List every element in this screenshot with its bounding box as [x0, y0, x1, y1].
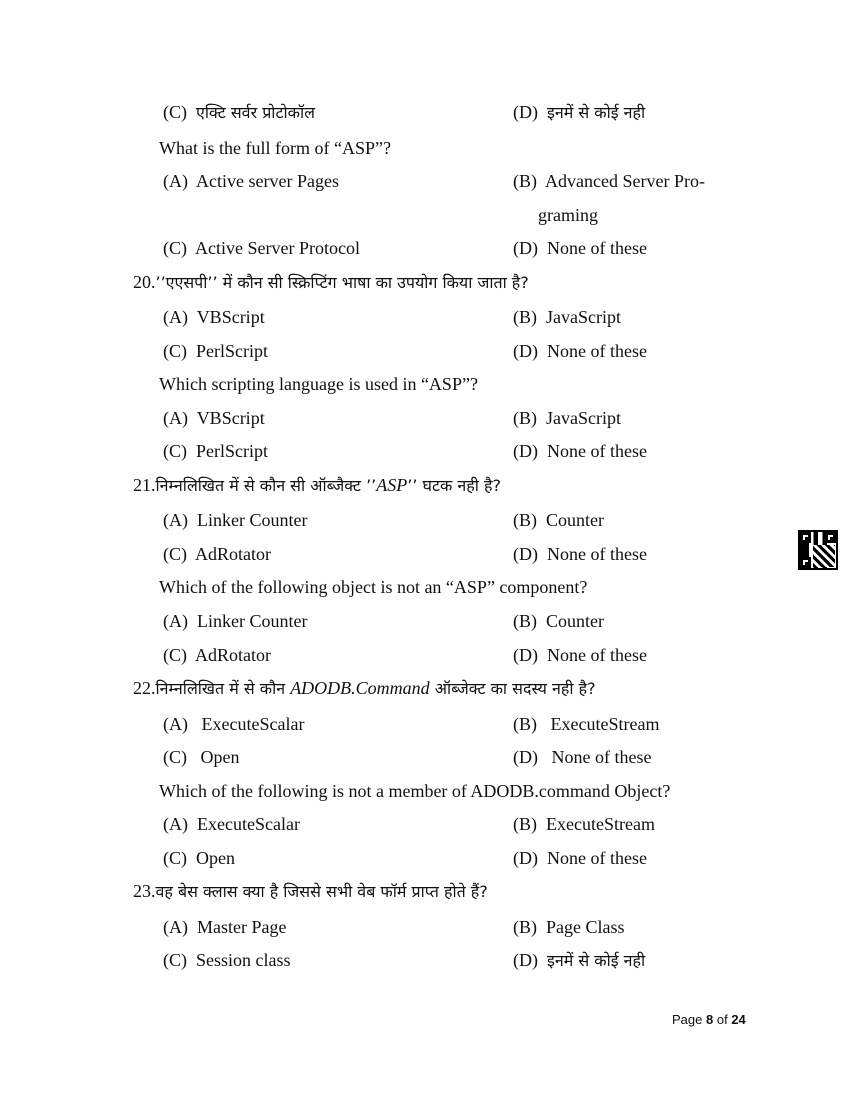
q22-en-options-cd — [0, 843, 850, 873]
option-label: (D) — [513, 238, 538, 258]
option-text: एक्टि सर्वर प्रोटोकॉल — [196, 103, 315, 122]
qr-finder — [825, 532, 836, 543]
question-math-term: ASP — [376, 475, 408, 495]
q21-hi-option-b — [513, 505, 604, 535]
option-text: ExecuteScalar — [197, 814, 300, 834]
q23-hi-options-ab — [0, 912, 850, 942]
option-label: (A) — [163, 510, 188, 530]
question-number-text: 21. — [133, 475, 156, 495]
q19-option-d-hindi — [513, 97, 645, 128]
option-label: (A) — [163, 171, 188, 191]
q19-option-a — [163, 166, 339, 196]
q22-hi-option-a — [163, 709, 304, 739]
option-label: (A) — [163, 917, 188, 937]
option-text: None of these — [547, 441, 647, 461]
option-text: Master Page — [197, 917, 287, 937]
question-number — [133, 876, 488, 907]
question-text: What is the full form of “ASP”? — [159, 138, 391, 158]
option-text: graming — [538, 205, 598, 225]
option-label: (A) — [163, 814, 188, 834]
option-label: (B) — [513, 171, 537, 191]
q22-hi-option-d — [513, 742, 651, 772]
option-text: None of these — [547, 848, 647, 868]
option-text: Advanced Server Pro- — [545, 171, 705, 191]
option-text: Linker Counter — [197, 611, 308, 631]
option-text: VBScript — [196, 408, 265, 428]
q22-en-option-c — [163, 843, 235, 873]
question-text-part: ’’ घटक नही है? — [407, 476, 502, 495]
option-text: Open — [200, 747, 240, 767]
q20-en-options-cd — [0, 436, 850, 466]
option-label: (B) — [513, 408, 537, 428]
q20-hi-option-d — [513, 336, 647, 366]
q19-english-question — [0, 133, 850, 163]
option-label: (D) — [513, 341, 538, 361]
option-label: (B) — [513, 510, 537, 530]
question-text-part: निम्नलिखित में से कौन — [155, 679, 291, 698]
q21-hi-option-c — [163, 539, 271, 569]
option-text: Counter — [546, 611, 604, 631]
option-text: इनमें से कोई नही — [547, 951, 646, 970]
q21-en-option-b — [513, 606, 604, 636]
option-label: (B) — [513, 814, 537, 834]
q20-en-option-a — [163, 403, 265, 433]
option-text: None of these — [547, 645, 647, 665]
question-text: Which of the following is not a member of ADODB.command Object? — [159, 781, 671, 801]
q21-hi-option-d — [513, 539, 647, 569]
option-text: VBScript — [196, 307, 265, 327]
q22-en-option-a — [163, 809, 300, 839]
q19-options-cd-hindi — [0, 97, 850, 127]
option-label: (B) — [513, 917, 537, 937]
option-text: AdRotator — [195, 544, 272, 564]
option-text: Active server Pages — [196, 171, 339, 191]
q22-hi-option-b — [513, 709, 659, 739]
option-label: (C) — [163, 441, 187, 461]
q23-hi-option-a — [163, 912, 286, 942]
option-label: (C) — [163, 747, 187, 767]
q20-hindi-question — [0, 267, 850, 297]
qr-finder — [800, 532, 811, 543]
q19-options-cd-english — [0, 233, 850, 263]
q19-option-d — [513, 233, 647, 263]
option-label: (C) — [163, 238, 187, 258]
option-text: Counter — [546, 510, 604, 530]
option-label: (C) — [163, 341, 187, 361]
q21-hindi-question — [0, 470, 850, 500]
option-text: ExecuteStream — [546, 814, 655, 834]
q21-en-option-a — [163, 606, 307, 636]
q21-en-options-cd — [0, 640, 850, 670]
option-label: (D) — [513, 645, 538, 665]
q20-en-option-b — [513, 403, 621, 433]
qr-finder — [800, 557, 811, 568]
option-label: (C) — [163, 544, 187, 564]
footer-page-word: Page — [672, 1012, 703, 1027]
question-text: ’’एएसपी’’ में कौन सी स्क्रिप्टिंग भाषा का उपयोग किया जाता है? — [155, 273, 529, 292]
q20-hi-option-b — [513, 302, 621, 332]
option-text: PerlScript — [196, 441, 268, 461]
option-text: Session class — [196, 950, 291, 970]
option-text: None of these — [551, 747, 652, 767]
option-text: JavaScript — [546, 307, 621, 327]
question-number-text: 23. — [133, 881, 156, 901]
q21-hi-options-cd — [0, 539, 850, 569]
question-text: वह बेस क्लास क्या है जिससे सभी वेब फॉर्म प्राप्त होते हैं? — [155, 882, 488, 901]
q22-en-options-ab — [0, 809, 850, 839]
question-text: Which of the following object is not an “ASP” component? — [159, 577, 588, 597]
q21-en-option-c — [163, 640, 271, 670]
qr-code-icon — [798, 530, 838, 570]
qr-modules — [813, 545, 835, 567]
option-label: (B) — [513, 307, 537, 327]
question-text-part: निम्नलिखित में से कौन सी ऑब्जैक्ट ’’ — [155, 476, 377, 495]
q22-hi-options-ab — [0, 709, 850, 739]
q22-english-question — [0, 776, 850, 806]
q22-hi-options-cd — [0, 742, 850, 772]
option-label: (D) — [513, 950, 538, 970]
option-text: Linker Counter — [197, 510, 308, 530]
q19-option-b-continuation — [0, 200, 850, 230]
q23-hi-option-d — [513, 945, 645, 976]
question-number-text: 22. — [133, 678, 156, 698]
option-label: (A) — [163, 408, 188, 428]
q20-english-question — [0, 369, 850, 399]
q19-options-ab-english — [0, 166, 850, 196]
page-number-footer — [672, 1012, 746, 1027]
footer-total-pages: 24 — [731, 1012, 746, 1027]
question-text-part: ऑब्जेक्ट का सदस्य नही है? — [429, 679, 596, 698]
option-label: (A) — [163, 714, 188, 734]
q22-hi-option-c — [163, 742, 240, 772]
question-text: Which scripting language is used in “ASP”? — [159, 374, 478, 394]
option-label: (D) — [513, 747, 538, 767]
q20-en-option-d — [513, 436, 647, 466]
q21-en-options-ab — [0, 606, 850, 636]
q20-en-options-ab — [0, 403, 850, 433]
option-label: (A) — [163, 611, 188, 631]
option-label: (B) — [513, 714, 537, 734]
q21-hi-option-a — [163, 505, 307, 535]
question-number — [133, 267, 529, 298]
q19-option-c — [163, 233, 360, 263]
option-text: PerlScript — [196, 341, 268, 361]
option-text: None of these — [547, 341, 647, 361]
q20-hi-option-a — [163, 302, 265, 332]
q20-en-option-c — [163, 436, 268, 466]
q21-en-option-d — [513, 640, 647, 670]
option-label: (A) — [163, 307, 188, 327]
q22-hindi-question — [0, 673, 850, 703]
q21-hi-options-ab — [0, 505, 850, 535]
q22-en-option-d — [513, 843, 647, 873]
option-label: (B) — [513, 611, 537, 631]
question-math-term: ADODB.Command — [290, 678, 430, 698]
option-label: (C) — [163, 848, 187, 868]
question-number — [133, 470, 501, 501]
option-label: (D) — [513, 441, 538, 461]
q22-en-option-b — [513, 809, 655, 839]
q23-hi-option-b — [513, 912, 625, 942]
q23-hindi-question — [0, 876, 850, 906]
q20-hi-options-ab — [0, 302, 850, 332]
option-text: Page Class — [546, 917, 625, 937]
option-text: JavaScript — [546, 408, 621, 428]
option-label: (C) — [163, 645, 187, 665]
q20-hi-option-c — [163, 336, 268, 366]
option-label: (D) — [513, 544, 538, 564]
question-number — [133, 673, 596, 704]
option-label: (D) — [513, 102, 538, 122]
q23-hi-option-c — [163, 945, 291, 975]
option-text: Open — [196, 848, 235, 868]
q23-hi-options-cd — [0, 945, 850, 975]
q19-option-c-hindi — [163, 97, 315, 128]
option-label: (D) — [513, 848, 538, 868]
option-text: None of these — [547, 544, 647, 564]
option-label: (C) — [163, 102, 187, 122]
q20-hi-options-cd — [0, 336, 850, 366]
footer-of-word: of — [716, 1012, 728, 1027]
option-text: AdRotator — [195, 645, 272, 665]
option-text: इनमें से कोई नही — [547, 103, 646, 122]
option-text: None of these — [547, 238, 647, 258]
question-number-text: 20. — [133, 272, 156, 292]
q19-option-b — [513, 166, 705, 196]
option-text: ExecuteScalar — [201, 714, 305, 734]
q21-english-question — [0, 572, 850, 602]
option-text: ExecuteStream — [550, 714, 660, 734]
option-label: (C) — [163, 950, 187, 970]
option-text: Active Server Protocol — [195, 238, 360, 258]
footer-current-page: 8 — [706, 1012, 714, 1027]
